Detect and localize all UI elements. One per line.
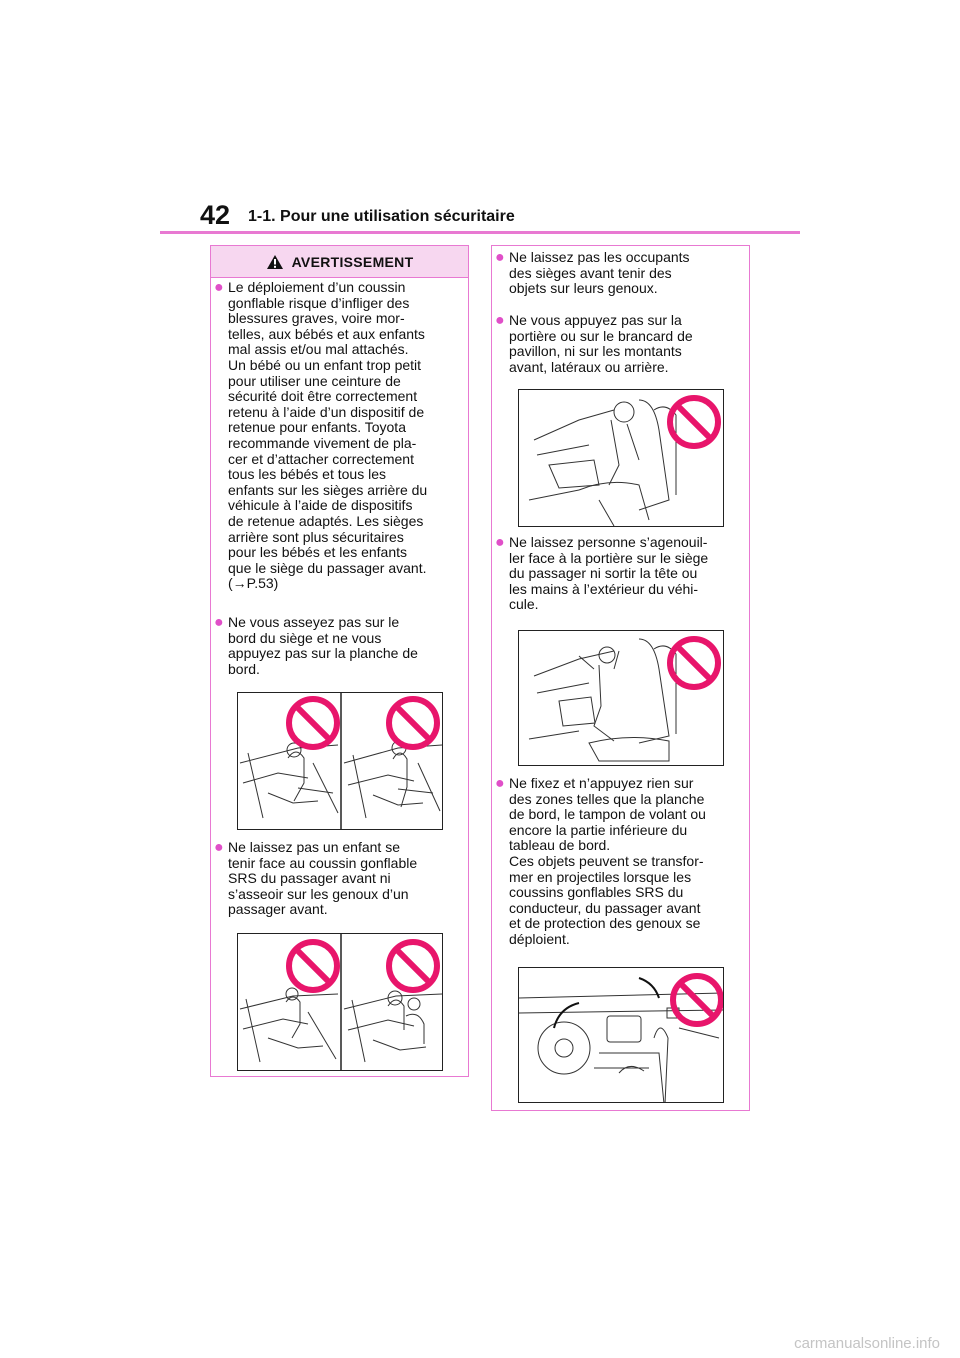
warning-item — [214, 840, 464, 918]
illustration-dashboard-objects — [518, 967, 724, 1103]
bullet-icon: ● — [214, 839, 224, 856]
warning-box-right — [491, 245, 750, 1111]
illustration-child-passenger-drawing — [238, 934, 443, 1071]
page-number: 42 — [200, 200, 231, 230]
section-title: 1-1. Pour une utilisation sécuritaire — [248, 208, 515, 225]
illustration-kneeling — [518, 630, 724, 766]
watermark: carmanualsonline.info — [794, 1335, 940, 1352]
warning-header — [211, 246, 468, 278]
warning-item-text: Ne laissez pas les occupants des sièges avant tenir des objets sur leurs genoux. — [509, 249, 690, 297]
header-rule — [160, 231, 800, 234]
warning-item-text: Ne laissez personne s’agenouil- ler face à la portière sur le siège du passager ni sortir la tête ou les mains à l’extérieur du véhi- cule. — [509, 534, 709, 613]
bullet-icon: ● — [495, 312, 505, 329]
warning-title: AVERTISSEMENT — [291, 253, 414, 270]
bullet-icon: ● — [495, 249, 505, 266]
bullet-icon: ● — [214, 279, 224, 296]
bullet-icon: ● — [495, 775, 505, 792]
warning-box-left — [210, 245, 469, 1077]
illustration-leaning-door-drawing — [519, 390, 724, 527]
warning-item-text: Ne laissez pas un enfant se tenir face au coussin gonflable SRS du passager avant ni s’asseoir sur les genoux d’un passager avant. — [228, 839, 418, 918]
illustration-kneeling-drawing — [519, 631, 724, 766]
illustration-seat-edge-drawing — [238, 693, 443, 830]
warning-item — [214, 280, 464, 592]
warning-item-text: Ne vous asseyez pas sur le bord du siège et ne vous appuyez pas sur la planche de bord. — [228, 614, 418, 677]
bullet-icon: ● — [214, 614, 224, 631]
illustration-child-passenger — [237, 933, 443, 1071]
illustration-dashboard-objects-drawing — [519, 968, 724, 1103]
bullet-icon: ● — [495, 534, 505, 551]
warning-triangle-icon — [266, 254, 284, 270]
warning-item — [495, 776, 745, 948]
warning-item — [495, 250, 745, 297]
warning-item-text: Ne fixez et n’appuyez rien sur des zones telles que la planche de bord, le tampon de volant ou encore la partie inférieure du tableau de bord. Ces objets peuvent se transfor- mer en projectiles lorsque les coussins gonflables SRS du conducteur, du passager avant et de protection des genoux se déploient. — [509, 775, 706, 947]
warning-item-text: Ne vous appuyez pas sur la portière ou sur le brancard de pavillon, ni sur les montants avant, latéraux ou arrière. — [509, 312, 693, 375]
illustration-seat-edge — [237, 692, 443, 830]
warning-item-text: Le déploiement d’un coussin gonflable risque d’infliger des blessures graves, voire mor- telles, aux bébés et aux enfants mal assis et/ou mal attachés. Un bébé ou un enfant trop petit pour utiliser une ceinture de sécurité doit être correctement retenu à l’aide d’un dispositif de retenue pour enfants. Toyota recommande vivement de pla- cer et d’attacher correctement tous les bébés et tous les enfants sur les sièges arrière du véhicule à l’aide de dispositifs de retenue adaptés. Les sièges arrière sont plus sécuritaires pour les bébés et les enfants que le siège du passager avant. (→P.53) — [228, 279, 428, 592]
illustration-leaning-door — [518, 389, 724, 527]
warning-item — [495, 313, 745, 375]
warning-item — [495, 535, 745, 613]
warning-item — [214, 615, 464, 677]
